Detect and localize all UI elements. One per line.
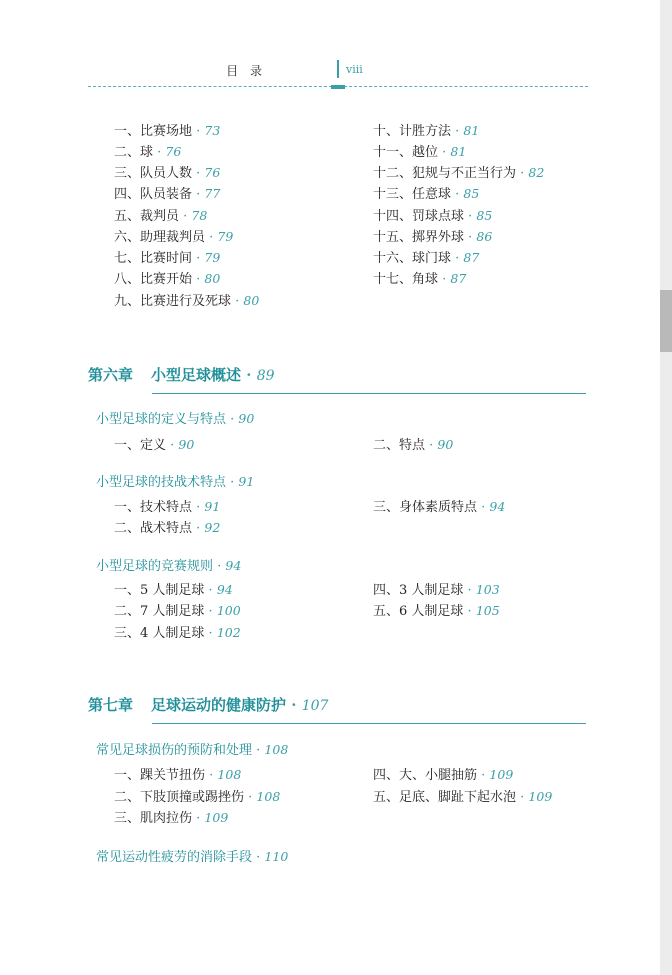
section-heading[interactable]: 小型足球的技战术特点 · 91 — [96, 474, 255, 490]
toc-entry[interactable]: 四、大、小腿抽筋 · 109 — [373, 767, 514, 783]
section-heading[interactable]: 小型足球的定义与特点 · 90 — [96, 411, 255, 427]
header-title: 目 录 — [226, 64, 266, 78]
chapter-heading[interactable]: 第七章 足球运动的健康防护 · 107 — [88, 696, 329, 714]
running-header — [88, 60, 588, 90]
toc-entry[interactable]: 五、6 人制足球 · 105 — [373, 603, 500, 619]
section-heading[interactable]: 常见足球损伤的预防和处理 · 108 — [96, 742, 289, 758]
toc-entry[interactable]: 十、计胜方法 · 81 — [373, 123, 480, 139]
toc-entry[interactable]: 三、身体素质特点 · 94 — [373, 499, 506, 515]
chapter-rule — [152, 393, 586, 394]
toc-entry[interactable]: 十五、掷界外球 · 86 — [373, 229, 493, 245]
header-page-number: viii — [346, 63, 363, 76]
toc-entry[interactable]: 四、3 人制足球 · 103 — [373, 582, 500, 598]
toc-entry[interactable]: 二、7 人制足球 · 100 — [114, 603, 241, 619]
toc-entry[interactable]: 三、4 人制足球 · 102 — [114, 625, 241, 641]
toc-entry[interactable]: 六、助理裁判员 · 79 — [114, 229, 234, 245]
toc-entry[interactable]: 二、下肢顶撞或踢挫伤 · 108 — [114, 789, 281, 805]
toc-entry[interactable]: 十二、犯规与不正当行为 · 82 — [373, 165, 545, 181]
toc-entry[interactable]: 十四、罚球点球 · 85 — [373, 208, 493, 224]
toc-entry[interactable]: 三、肌肉拉伤 · 109 — [114, 810, 229, 826]
chapter-rule — [152, 723, 586, 724]
toc-entry[interactable]: 三、队员人数 · 76 — [114, 165, 221, 181]
toc-entry[interactable]: 二、战术特点 · 92 — [114, 520, 221, 536]
chapter-heading[interactable]: 第六章 小型足球概述 · 89 — [88, 366, 275, 384]
scrollbar-thumb[interactable] — [660, 290, 672, 352]
toc-entry[interactable]: 九、比赛进行及死球 · 80 — [114, 293, 260, 309]
toc-entry[interactable]: 五、裁判员 · 78 — [114, 208, 208, 224]
toc-entry[interactable]: 八、比赛开始 · 80 — [114, 271, 221, 287]
section-heading[interactable]: 小型足球的竞赛规则 · 94 — [96, 558, 242, 574]
toc-entry[interactable]: 一、踝关节扭伤 · 108 — [114, 767, 242, 783]
toc-entry[interactable]: 十三、任意球 · 85 — [373, 186, 480, 202]
toc-entry[interactable]: 十一、越位 · 81 — [373, 144, 467, 160]
toc-entry[interactable]: 二、球 · 76 — [114, 144, 182, 160]
toc-entry[interactable]: 十七、角球 · 87 — [373, 271, 467, 287]
toc-entry[interactable]: 四、队员装备 · 77 — [114, 186, 221, 202]
scrollbar[interactable] — [660, 0, 672, 975]
toc-entry[interactable]: 十六、球门球 · 87 — [373, 250, 480, 266]
toc-entry[interactable]: 一、定义 · 90 — [114, 437, 195, 453]
header-divider — [337, 60, 339, 78]
toc-entry[interactable]: 一、比赛场地 · 73 — [114, 123, 221, 139]
header-rule-marker — [331, 85, 345, 89]
toc-entry[interactable]: 七、比赛时间 · 79 — [114, 250, 221, 266]
section-heading[interactable]: 常见运动性疲劳的消除手段 · 110 — [96, 849, 289, 865]
toc-entry[interactable]: 五、足底、脚趾下起水泡 · 109 — [373, 789, 553, 805]
toc-entry[interactable]: 一、5 人制足球 · 94 — [114, 582, 233, 598]
toc-entry[interactable]: 二、特点 · 90 — [373, 437, 454, 453]
toc-entry[interactable]: 一、技术特点 · 91 — [114, 499, 221, 515]
